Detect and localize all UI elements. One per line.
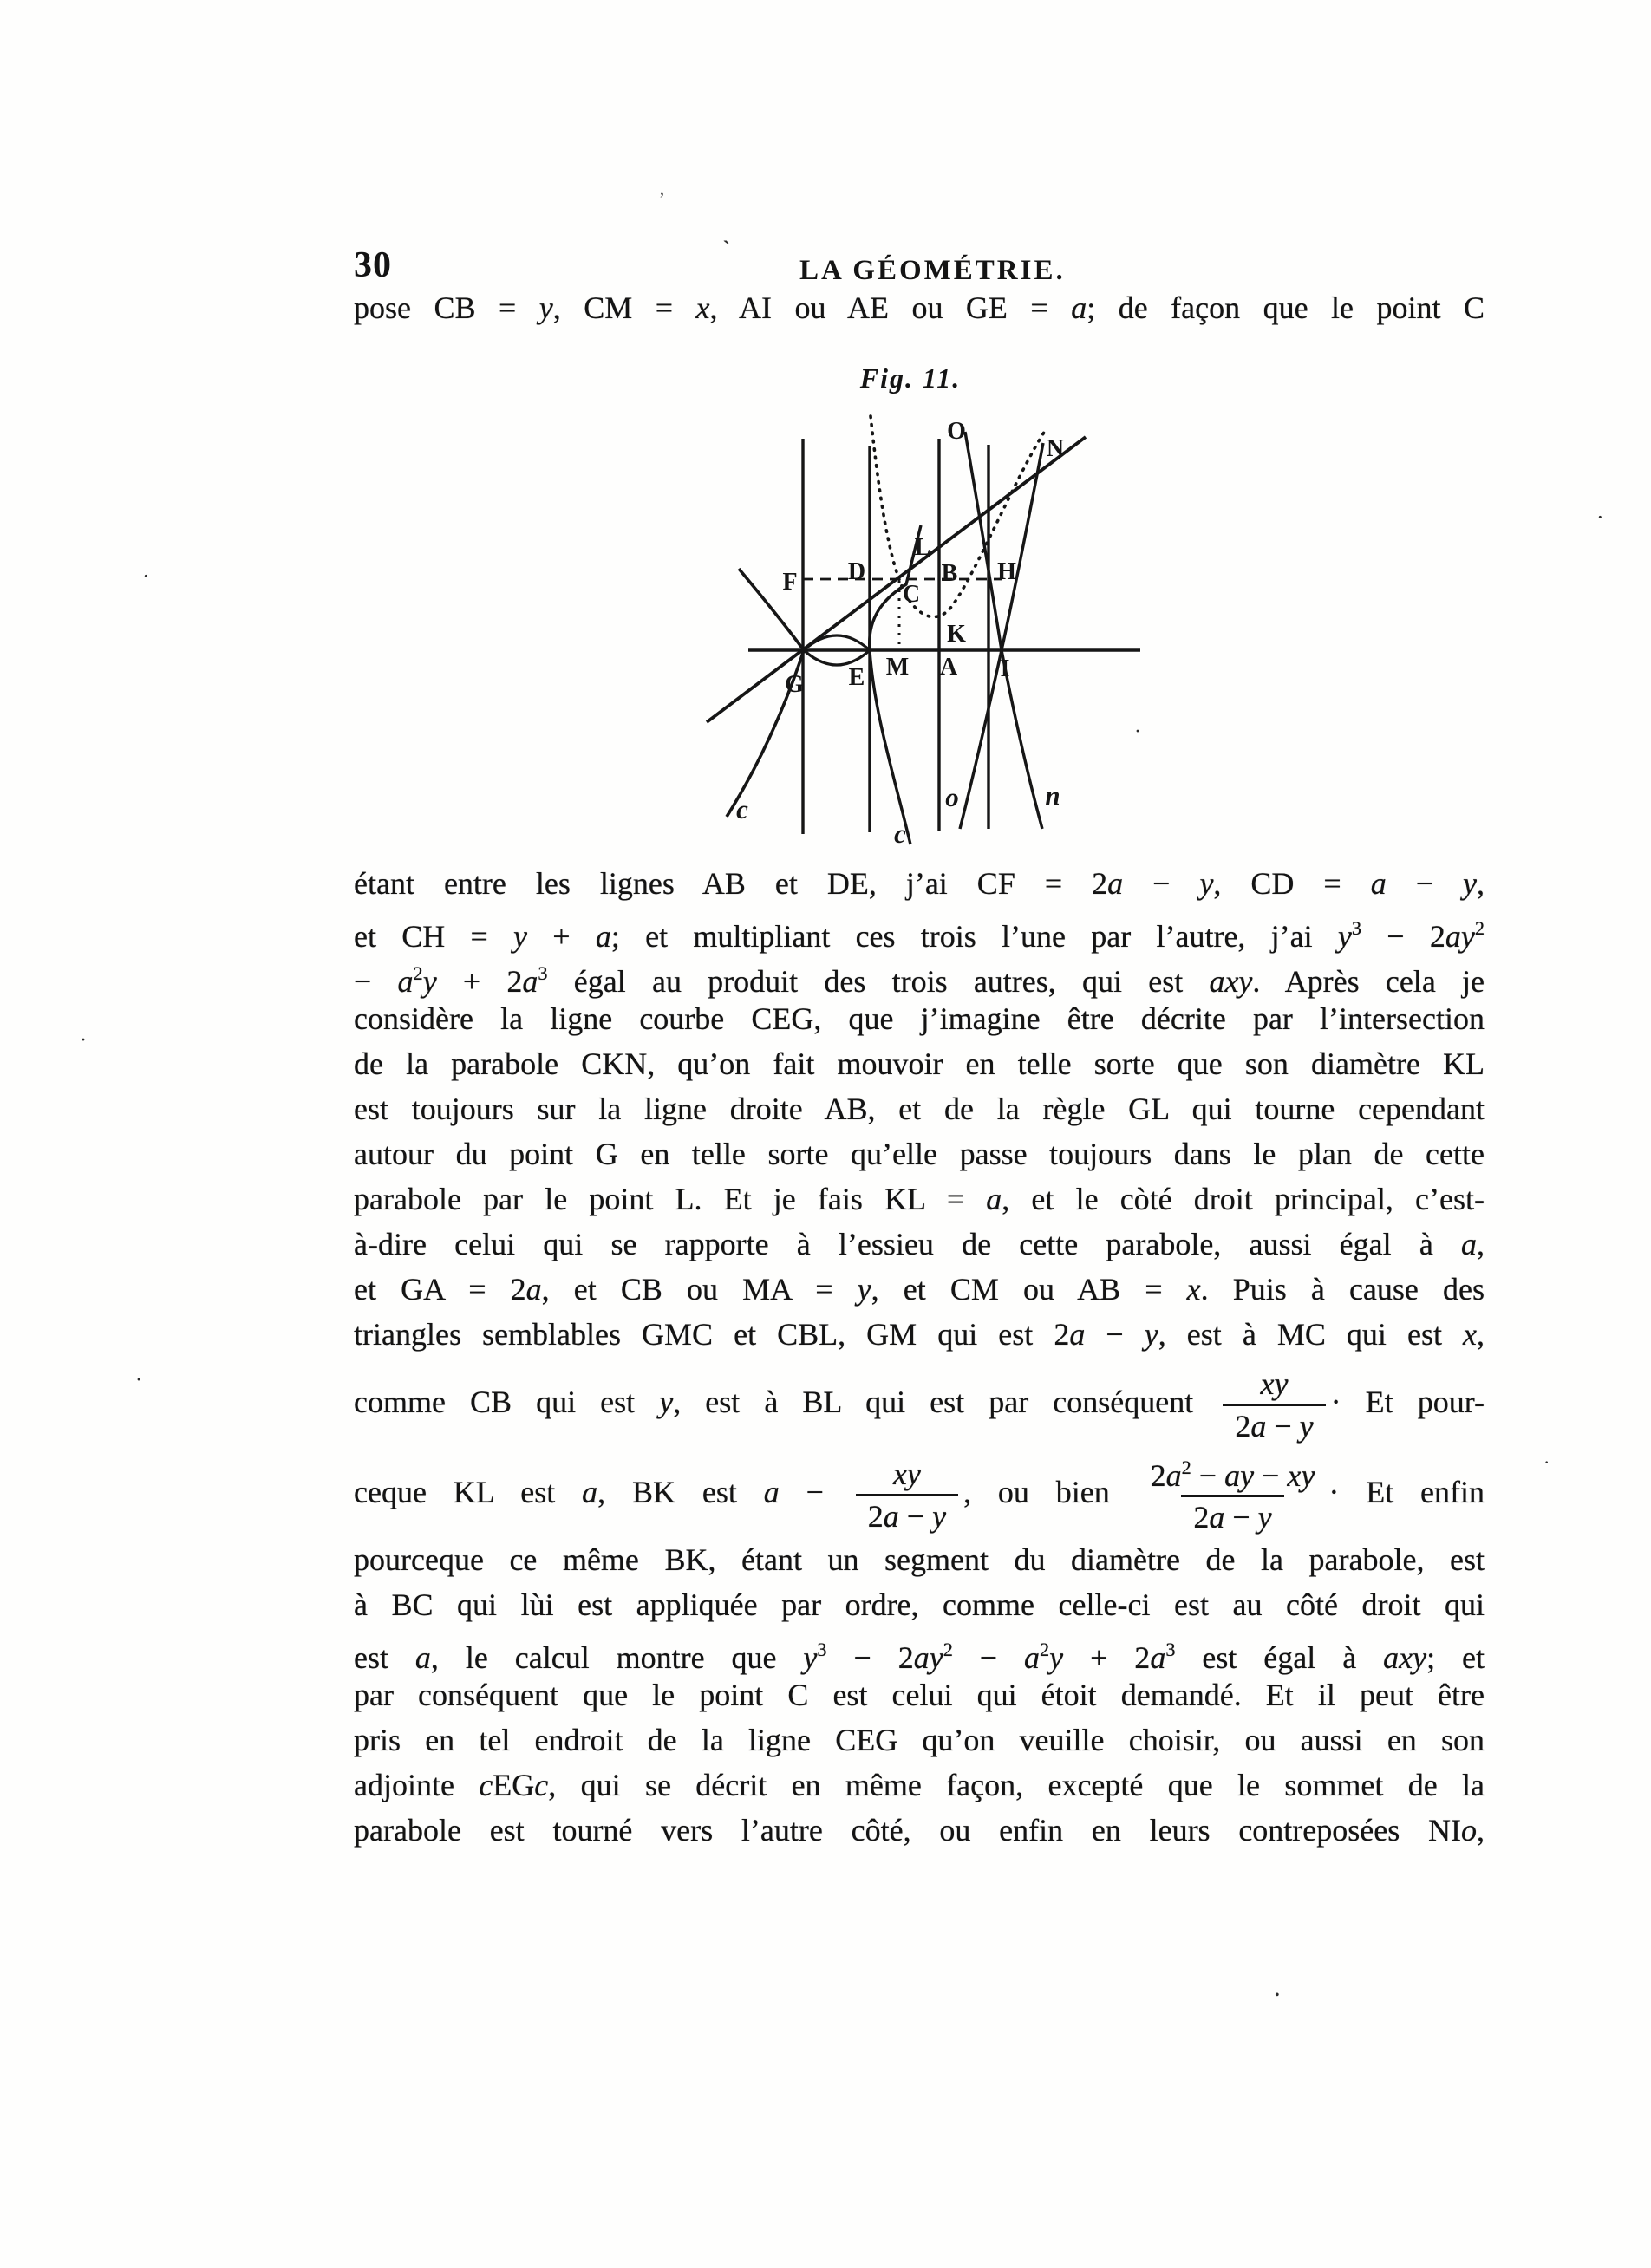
scan-artifact: · xyxy=(1543,1451,1550,1473)
fraction-denominator: 2a − y xyxy=(856,1494,958,1534)
text-line: − $a^2y + 2a^3$ égal au produit des trois autres, qui est axy. Après cela je xyxy=(354,962,1485,999)
text-line: parabole est tourné vers l’autre côté, ou enfin en leurs contreposées NIo, xyxy=(354,1813,1485,1848)
scan-artifact: · xyxy=(80,1029,87,1052)
fraction xyxy=(1223,1366,1325,1444)
figure-label-N: N xyxy=(1046,435,1065,462)
fraction-numerator: xy xyxy=(892,1457,921,1492)
text-line: comme CB qui est y, est à BL qui est par conséquent $\frac{xy}{2a - y}$ · Et pour- xyxy=(354,1366,1485,1444)
page-number: 30 xyxy=(354,245,392,285)
curve-o-i-n xyxy=(965,432,1042,829)
text-line: adjointe cEGc, qui se décrit en même façon, excepté que le sommet de la xyxy=(354,1768,1485,1802)
main-paragraph xyxy=(354,861,1485,1853)
running-title: LA GÉOMÉTRIE. xyxy=(799,255,1066,286)
figure-label-c-bottom: c xyxy=(894,818,906,849)
figure-11 xyxy=(702,414,1145,865)
fraction xyxy=(856,1457,958,1534)
figure-label-I: I xyxy=(1000,655,1010,682)
text-line: est toujours sur la ligne droite AB, et de la règle GL qui tourne cependant xyxy=(354,1092,1485,1126)
figure-label-n-bottom: n xyxy=(1045,780,1060,811)
text-line: et CH = y + a; et multipliant ces trois l’une par l’autre, j’ai $y^3 - 2ay^2$ xyxy=(354,917,1485,954)
intro-line: pose CB = y, CM = x, AI ou AE ou GE = a; de façon que le point C xyxy=(354,290,1485,325)
text-line: à-dire celui qui se rapporte à l’essieu de cette parabole, aussi égal à a, xyxy=(354,1227,1485,1261)
text-line: pourceque ce même BK, étant un segment du diamètre de la parabole, est xyxy=(354,1542,1485,1577)
scan-artifact: ˋ xyxy=(722,236,731,264)
text-line: pris en tel endroit de la ligne CEG qu’on veuille choisir, ou aussi en son xyxy=(354,1723,1485,1757)
figure-label-E: E xyxy=(848,664,865,691)
text-line: étant entre les lignes AB et DE, j’ai CF = 2a − y, CD = a − y, xyxy=(354,866,1485,901)
scan-artifact: · xyxy=(142,564,150,589)
fraction-numerator: $2a^2$ − ay − xy xyxy=(1150,1456,1315,1493)
figure-label-o-bottom: o xyxy=(945,782,959,812)
figure-caption: Fig. 11. xyxy=(859,362,962,394)
figure-label-F: F xyxy=(782,569,798,596)
curve-through-e xyxy=(870,525,921,844)
text-line: et GA = 2a, et CB ou MA = y, et CM ou AB = x. Puis à cause des xyxy=(354,1272,1485,1307)
scan-artifact: · xyxy=(1134,720,1141,743)
figure-label-M: M xyxy=(885,654,910,681)
text-line: de la parabole CKN, qu’on fait mouvoir en telle sorte que son diamètre KL xyxy=(354,1046,1485,1081)
figure-label-K: K xyxy=(947,621,966,648)
fraction-denominator: 2a − y xyxy=(1223,1404,1325,1444)
text-line: triangles semblables GMC et CBL, GM qui est 2a − y, est à MC qui est x, xyxy=(354,1317,1485,1352)
scan-artifact: · xyxy=(135,1369,142,1391)
figure-label-C: C xyxy=(902,581,921,608)
fraction-denominator: 2a − y xyxy=(1181,1495,1283,1535)
text-line: est a, le calcul montre que $y^3 - 2ay^2 - a^2y + 2a^3$ est égal à axy; et xyxy=(354,1639,1485,1675)
scan-artifact: • xyxy=(1275,1988,1280,2003)
fraction-numerator: xy xyxy=(1260,1366,1289,1402)
fraction xyxy=(1142,1457,1324,1535)
figure-label-G: G xyxy=(785,671,804,698)
text-line: autour du point G en telle sorte qu’elle passe toujours dans le plan de cette xyxy=(354,1137,1485,1171)
figure-label-L: L xyxy=(914,534,931,561)
text-line: considère la ligne courbe CEG, que j’imagine être décrite par l’intersection xyxy=(354,1001,1485,1036)
scan-artifact: · xyxy=(1596,505,1604,530)
figure-label-c-left: c xyxy=(736,794,748,824)
dotted-parabola-ckn xyxy=(871,416,1047,617)
text-line: parabole par le point L. Et je fais KL = a, et le còté droit principal, c’est- xyxy=(354,1182,1485,1216)
text-line: ceque KL est a, BK est a − $\frac{xy}{2a - y}$ , ou bien $\frac{2a^2 - ay - xy}{2a - y}$ · Et enfin xyxy=(354,1456,1485,1535)
figure-label-B: B xyxy=(941,560,958,587)
figure-label-H: H xyxy=(997,558,1016,585)
figure-label-O: O xyxy=(947,418,966,445)
scan-artifact: ʼ xyxy=(659,190,665,209)
text-line: par conséquent que le point C est celui qui étoit demandé. Et il peut être xyxy=(354,1678,1485,1712)
figure-label-A: A xyxy=(939,654,958,681)
text-line: à BC qui lùi est appliquée par ordre, comme celle-ci est au côté droit qui xyxy=(354,1587,1485,1622)
figure-label-D: D xyxy=(847,558,866,585)
